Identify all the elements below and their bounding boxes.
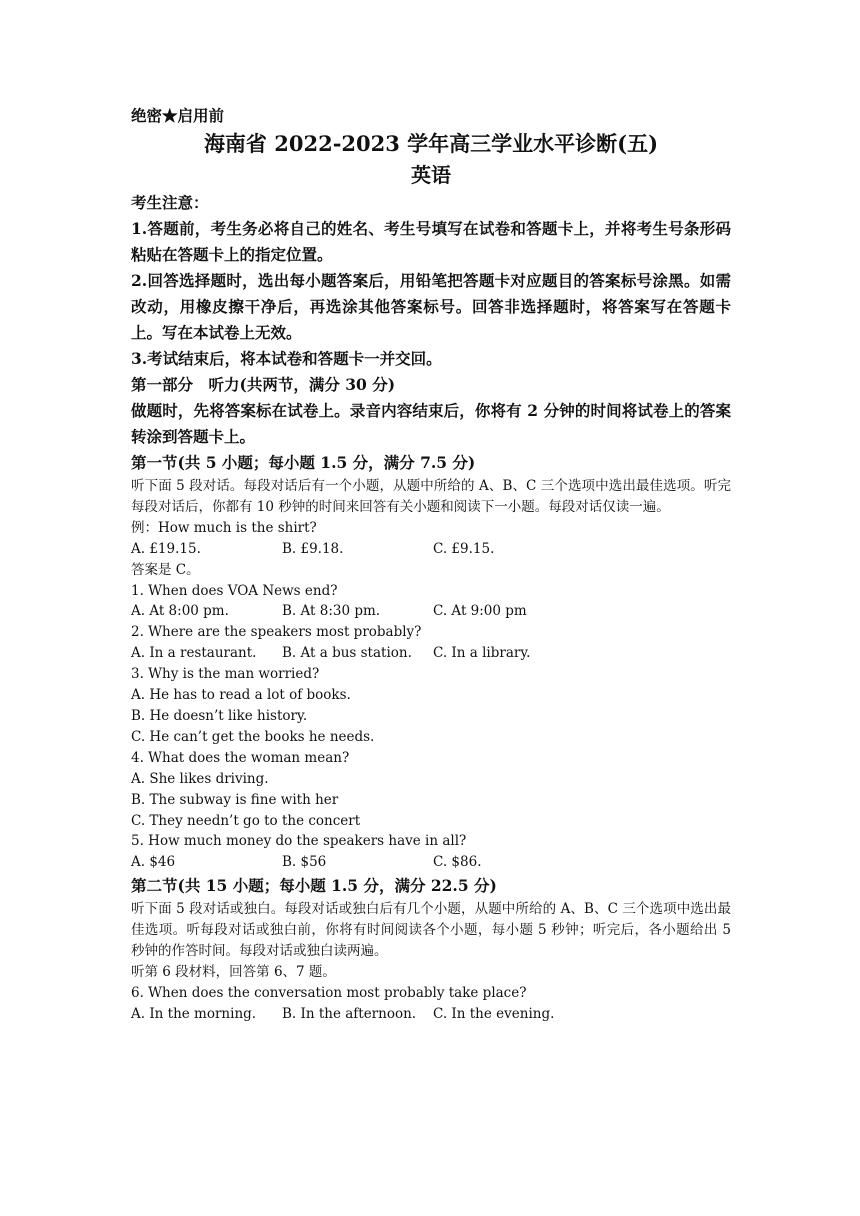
exam-title: 海南省 2022-2023 学年高三学业水平诊断(五) — [203, 131, 659, 156]
question-4: 4. What does the woman mean? — [131, 749, 350, 766]
example-option-a: A. £19.15. — [131, 540, 201, 557]
question-3-option-a: A. He has to read a lot of books. — [131, 687, 351, 704]
notice-item-3: 3.考试结束后，将本试卷和答题卡一并交回。 — [131, 349, 442, 368]
confidential-label: 绝密★启用前 — [131, 106, 225, 125]
question-1-option-a: A. At 8:00 pm. — [131, 603, 229, 620]
question-6-option-b: B. In the afternoon. — [282, 1005, 417, 1022]
question-4-option-a: A. She likes driving. — [131, 770, 269, 787]
part1-instruction: 做题时，先将答案标在试卷上。录音内容结束后，你将有 2 分钟的时间将试卷上的答案转涂到答题卡上。 — [131, 401, 731, 446]
question-2-option-c: C. In a library. — [433, 645, 531, 662]
material-note: 听第 6 段材料，回答第 6、7 题。 — [131, 963, 336, 980]
question-5-options — [131, 852, 731, 873]
example-question: 例：How much is the shirt? — [131, 519, 317, 536]
section1-instruction: 听下面 5 段对话。每段对话后有一个小题，从题中所给的 A、B、C 三个选项中选出最佳选项。听完每段对话后，你都有 10 秒钟的时间来回答有关小题和阅读下一小题。每段对话仅读一遍。 — [131, 478, 731, 515]
question-6-options — [131, 1004, 731, 1025]
question-1: 1. When does VOA News end? — [131, 582, 338, 599]
example-option-b: B. £9.18. — [282, 540, 344, 557]
question-2: 2. Where are the speakers most probably? — [131, 624, 422, 641]
notice-item-1: 1.答题前，考生务必将自己的姓名、考生号填写在试卷和答题卡上，并将考生号条形码粘贴在答题卡上的指定位置。 — [131, 219, 731, 264]
question-6: 6. When does the conversation most probably take place? — [131, 984, 527, 1001]
section1-heading: 第一节(共 5 小题；每小题 1.5 分，满分 7.5 分) — [131, 453, 476, 472]
section2-heading: 第二节(共 15 小题；每小题 1.5 分，满分 22.5 分) — [131, 876, 497, 896]
question-4-option-c: C. They needn’t go to the concert — [131, 812, 361, 829]
question-1-options — [131, 601, 731, 622]
example-option-c: C. £9.15. — [433, 540, 495, 557]
question-1-option-c: C. At 9:00 pm — [433, 603, 527, 620]
question-5: 5. How much money do the speakers have in all? — [131, 833, 467, 850]
question-1-option-b: B. At 8:30 pm. — [282, 603, 381, 620]
example-answer: 答案是 C。 — [131, 561, 200, 578]
section2-instruction: 听下面 5 段对话或独白。每段对话或独白后有几个小题，从题中所给的 A、B、C 三个选项中选出最佳选项。听每段对话或独白前，你将有时间阅读各个小题，每小题 5 秒钟；听完后，各小题给出 5 秒钟的作答时间。每段对话或独白读两遍。 — [131, 901, 731, 960]
example-options — [131, 539, 731, 560]
question-6-option-c: C. In the evening. — [433, 1005, 555, 1022]
notice-heading: 考生注意： — [131, 193, 209, 212]
question-5-option-c: C. $86. — [433, 854, 482, 871]
part1-heading: 第一部分 听力(共两节，满分 30 分) — [131, 375, 396, 394]
question-3-option-b: B. He doesn’t like history. — [131, 707, 308, 724]
question-2-option-b: B. At a bus station. — [282, 645, 412, 662]
notice-item-2: 2.回答选择题时，选出每小题答案后，用铅笔把答题卡对应题目的答案标号涂黑。如需改动，用橡皮擦干净后，再选涂其他答案标号。回答非选择题时，将答案写在答题卡上。写在本试卷上无效。 — [131, 271, 731, 342]
subject-title: 英语 — [411, 163, 451, 187]
question-2-option-a: A. In a restaurant. — [131, 645, 257, 662]
question-2-options — [131, 643, 731, 664]
question-3-option-c: C. He can’t get the books he needs. — [131, 728, 375, 745]
question-6-option-a: A. In the morning. — [131, 1005, 257, 1022]
question-5-option-a: A. $46 — [131, 854, 176, 871]
question-5-option-b: B. $56 — [282, 854, 327, 871]
question-3: 3. Why is the man worried? — [131, 666, 320, 683]
exam-page — [131, 104, 731, 1025]
question-4-option-b: B. The subway is fine with her — [131, 791, 339, 808]
